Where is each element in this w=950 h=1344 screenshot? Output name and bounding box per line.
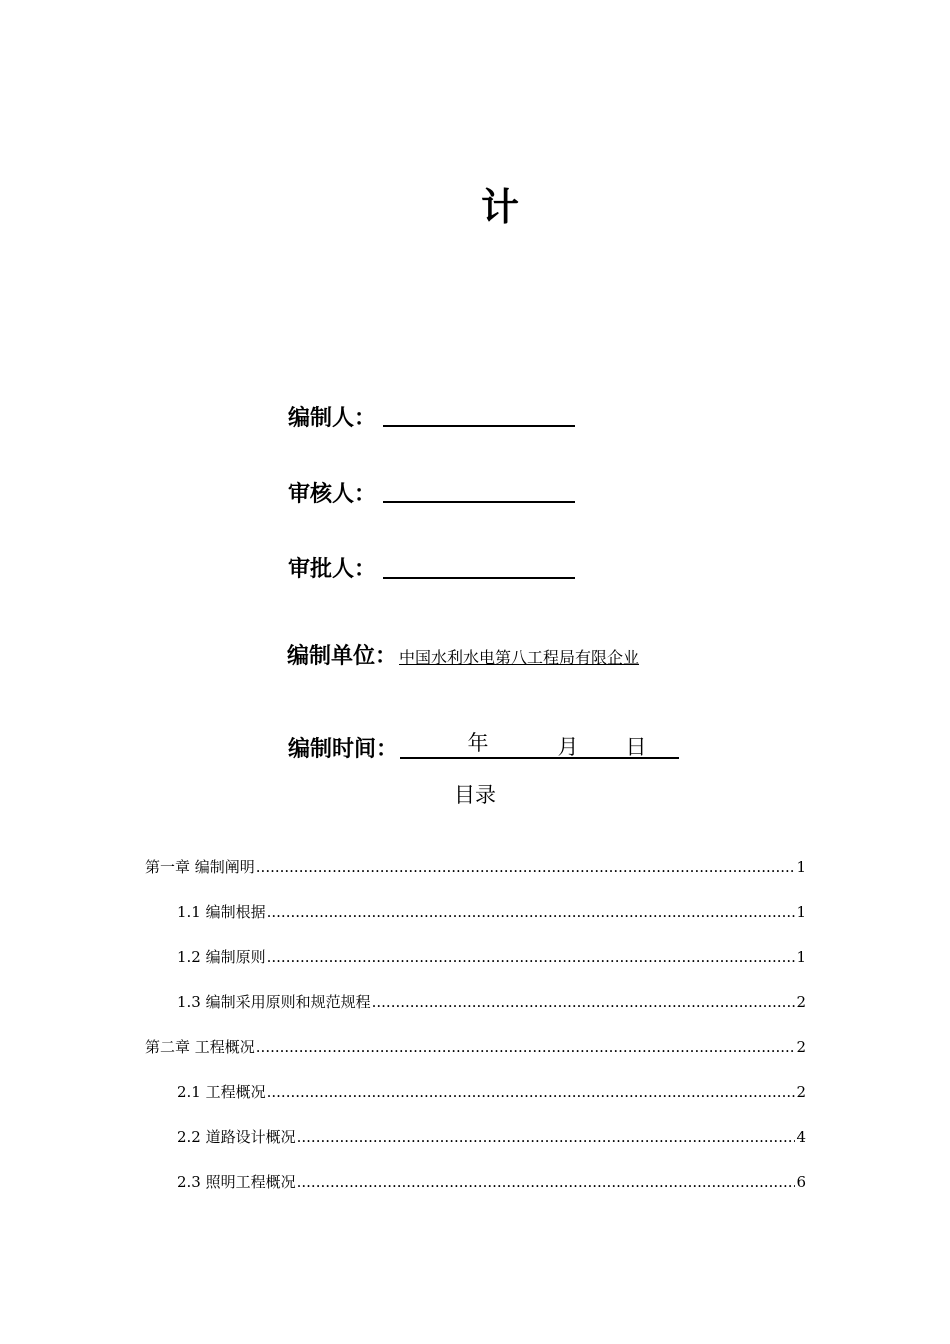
toc-leader [256,1037,796,1057]
toc-entry-text: 1.1 编制根据 [177,903,266,921]
toc-leader [256,857,796,877]
toc-leader [372,992,796,1012]
toc-entry[interactable] [145,857,806,877]
toc-entry-text: 第一章 编制阐明 [145,858,255,876]
toc-entry-page: 4 [796,1128,806,1146]
toc-entry-text: 2.3 照明工程概况 [177,1173,296,1191]
toc-entry[interactable] [145,1037,806,1057]
toc-entry[interactable] [177,902,806,922]
date-year: 年 [467,731,489,755]
toc-leader [267,1082,796,1102]
approver-label: 审批人： [288,557,377,582]
toc-entry[interactable] [177,1127,806,1147]
toc-leader [267,902,796,922]
toc-entry[interactable] [177,992,806,1012]
toc-leader [297,1172,796,1192]
toc-leader [267,947,796,967]
toc-entry-page: 2 [796,993,806,1011]
toc-entry-text: 2.2 道路设计概况 [177,1128,296,1146]
toc-entry[interactable] [177,1172,806,1192]
toc-entry-page: 2 [796,1038,806,1056]
compiling-unit-value: 中国水利水电第八工程局有限企业 [399,648,640,667]
date-month: 月 [557,735,579,759]
reviewer-label: 审核人： [288,482,377,507]
toc-title: 目录 [454,783,496,807]
toc-entry-page: 6 [796,1173,806,1191]
compiling-date-label: 编制时间： [288,737,399,762]
toc-entry-text: 2.1 工程概况 [177,1083,266,1101]
toc-entry-page: 1 [796,903,806,921]
toc-leader [297,1127,796,1147]
approver-signature-line [383,577,575,579]
toc-entry[interactable] [177,947,806,967]
date-day: 日 [625,735,647,759]
toc-entry-page: 1 [796,948,806,966]
toc-entry-text: 1.2 编制原则 [177,948,266,966]
compiling-unit-label: 编制单位： [287,644,398,669]
document-title: 计 [480,185,519,229]
toc-entry-page: 1 [796,858,806,876]
compiler-signature-line [383,425,575,427]
toc-entry-text: 1.3 编制采用原则和规范规程 [177,993,371,1011]
reviewer-signature-line [383,501,575,503]
compiler-label: 编制人： [288,406,377,431]
toc-entry-page: 2 [796,1083,806,1101]
toc-entry-text: 第二章 工程概况 [145,1038,255,1056]
toc-entry[interactable] [177,1082,806,1102]
